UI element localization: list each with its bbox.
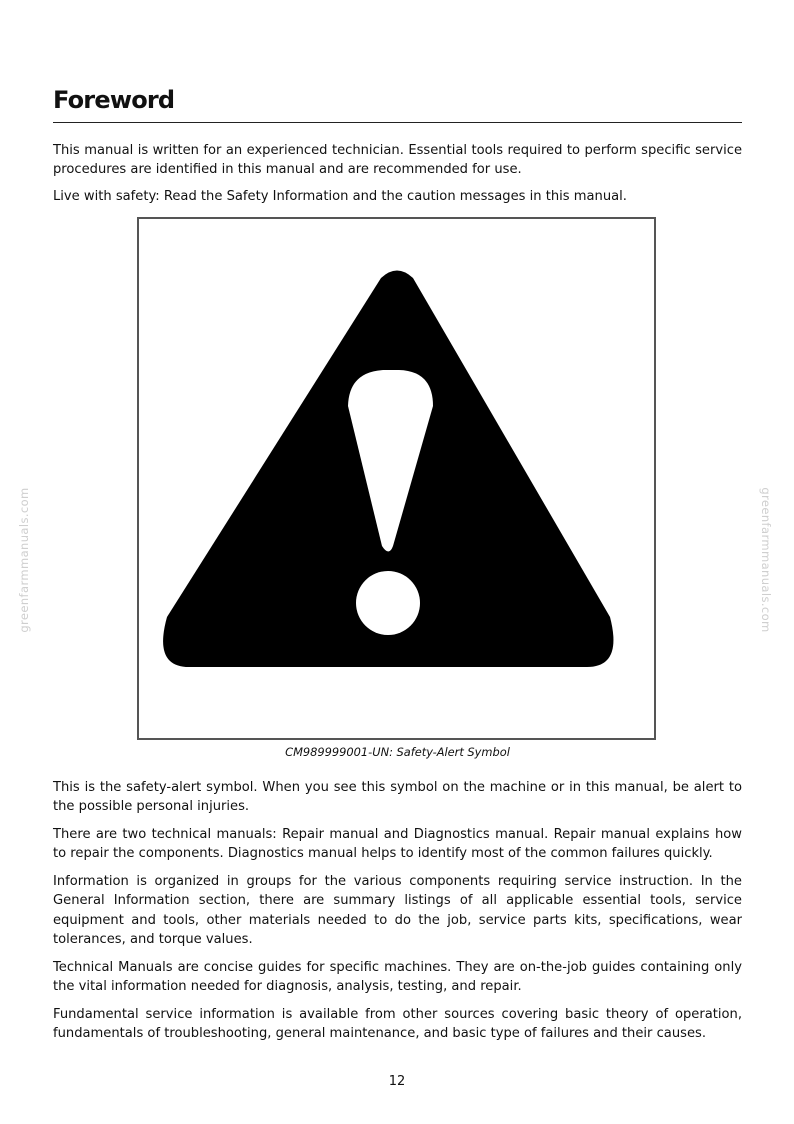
title-divider bbox=[53, 122, 742, 123]
alert-symbol-paragraph: This is the safety-alert symbol. When you see this symbol on the machine or in this manual, be alert to the possible personal injuries. bbox=[53, 780, 742, 815]
watermark-right: greenfarmmanuals.com bbox=[759, 487, 773, 633]
page-number: 12 bbox=[388, 1074, 406, 1089]
figure-caption: CM989999001-UN: Safety-Alert Symbol bbox=[285, 745, 510, 759]
intro-paragraph: This manual is written for an experienced technician. Essential tools required to perform specific service procedures are identified in this manual and are recommended for use. bbox=[53, 143, 742, 178]
technical-manuals-paragraph: There are two technical manuals: Repair manual and Diagnostics manual. Repair manual explains how to repair the components. Diagnostics manual helps to identify most of the common failures quickly. bbox=[53, 827, 742, 862]
information-paragraph: Information is organized in groups for the various components requiring service instruction. In the General Information section, there are summary listings of all applicable essential tools, service equipment and tools, other materials needed to do the job, service parts kits, specifications, wear tolerances, and torque values. bbox=[53, 874, 742, 948]
page-title: Foreword bbox=[53, 86, 175, 114]
safety-alert-figure bbox=[137, 217, 656, 740]
safety-alert-triangle-icon bbox=[139, 219, 654, 738]
concise-guides-paragraph: Technical Manuals are concise guides for specific machines. They are on-the-job guides containing only the vital information needed for diagnosis, analysis, testing, and repair. bbox=[53, 960, 742, 995]
watermark-left: greenfarmmanuals.com bbox=[17, 487, 31, 633]
fundamental-info-paragraph: Fundamental service information is available from other sources covering basic theory of operation, fundamentals of troubleshooting, general maintenance, and basic type of failures and their causes. bbox=[53, 1007, 742, 1042]
safety-paragraph: Live with safety: Read the Safety Information and the caution messages in this manual. bbox=[53, 189, 627, 204]
